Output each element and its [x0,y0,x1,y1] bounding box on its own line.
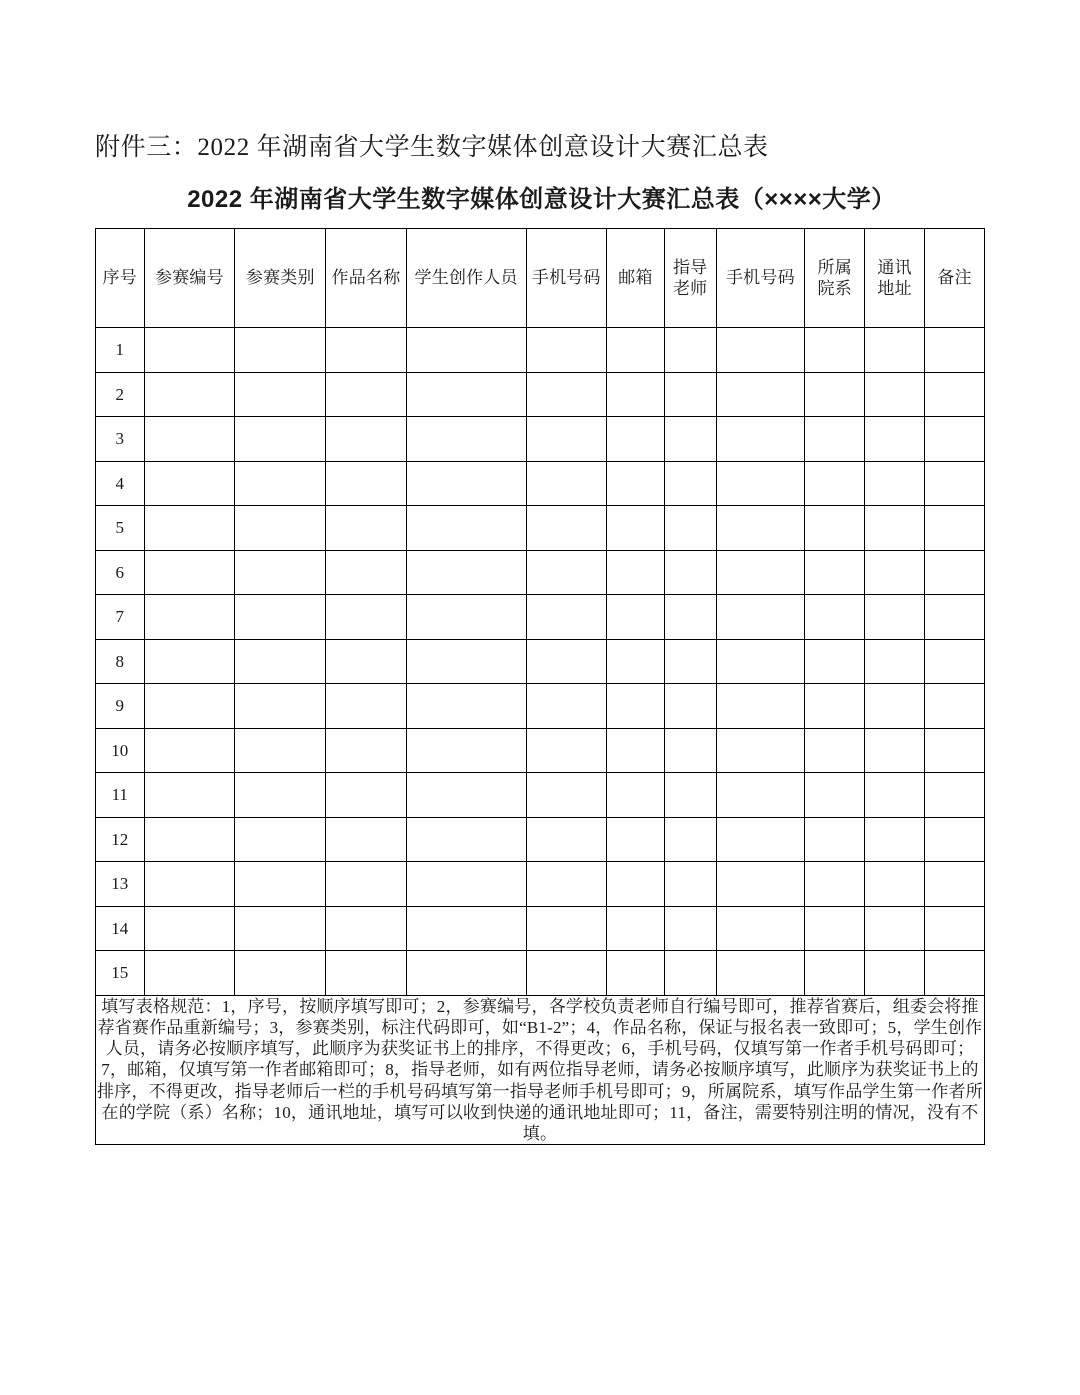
cell-work-title[interactable] [326,951,407,996]
cell-email[interactable] [607,417,665,462]
column-header-entry-number: 参赛编号 [144,229,235,328]
cell-work-title[interactable] [326,639,407,684]
cell-email[interactable] [607,951,665,996]
cell-category[interactable] [235,372,326,417]
cell-mailing-address[interactable] [865,506,925,551]
cell-mailing-address[interactable] [865,328,925,373]
column-header-email: 邮箱 [607,229,665,328]
cell-entry-number[interactable] [144,684,235,729]
table-row [96,506,985,551]
cell-department[interactable] [805,595,865,640]
cell-student-phone[interactable] [526,417,607,462]
cell-student-phone[interactable] [526,639,607,684]
cell-work-title[interactable] [326,728,407,773]
table-row [96,639,985,684]
cell-department[interactable] [805,328,865,373]
cell-advisor[interactable] [664,372,716,417]
cell-category[interactable] [235,773,326,818]
row-index: 7 [96,595,145,640]
cell-category[interactable] [235,728,326,773]
cell-email[interactable] [607,372,665,417]
cell-mailing-address[interactable] [865,461,925,506]
cell-department[interactable] [805,951,865,996]
advisor-line-1: 指导 [672,257,708,277]
cell-student-phone[interactable] [526,372,607,417]
cell-work-title[interactable] [326,328,407,373]
cell-email[interactable] [607,328,665,373]
cell-mailing-address[interactable] [865,862,925,907]
cell-entry-number[interactable] [144,328,235,373]
cell-student-phone[interactable] [526,506,607,551]
cell-entry-number[interactable] [144,461,235,506]
cell-mailing-address[interactable] [865,639,925,684]
cell-student-creators[interactable] [406,417,526,462]
cell-remarks[interactable] [925,639,985,684]
column-header-department [805,229,865,328]
cell-student-creators[interactable] [406,595,526,640]
cell-advisor[interactable] [664,684,716,729]
cell-advisor-phone[interactable] [716,639,805,684]
column-header-mailing-address [865,229,925,328]
cell-remarks[interactable] [925,906,985,951]
cell-mailing-address[interactable] [865,728,925,773]
table-row [96,372,985,417]
cell-email[interactable] [607,862,665,907]
cell-student-creators[interactable] [406,372,526,417]
cell-entry-number[interactable] [144,862,235,907]
cell-remarks[interactable] [925,550,985,595]
cell-email[interactable] [607,773,665,818]
row-index: 14 [96,906,145,951]
cell-advisor-phone[interactable] [716,595,805,640]
row-index: 9 [96,684,145,729]
row-index: 3 [96,417,145,462]
cell-advisor-phone[interactable] [716,461,805,506]
cell-student-creators[interactable] [406,550,526,595]
cell-advisor[interactable] [664,461,716,506]
cell-category[interactable] [235,550,326,595]
table-row [96,728,985,773]
column-header-student-phone: 手机号码 [526,229,607,328]
cell-remarks[interactable] [925,461,985,506]
cell-advisor[interactable] [664,862,716,907]
cell-category[interactable] [235,506,326,551]
cell-advisor-phone[interactable] [716,550,805,595]
summary-table [95,228,985,1145]
cell-category[interactable] [235,461,326,506]
table-row [96,595,985,640]
cell-category[interactable] [235,639,326,684]
cell-advisor[interactable] [664,417,716,462]
cell-remarks[interactable] [925,728,985,773]
cell-advisor-phone[interactable] [716,817,805,862]
cell-mailing-address[interactable] [865,595,925,640]
advisor-line-2: 老师 [672,279,708,298]
cell-department[interactable] [805,550,865,595]
cell-student-phone[interactable] [526,328,607,373]
cell-category[interactable] [235,817,326,862]
table-row [96,906,985,951]
cell-department[interactable] [805,417,865,462]
cell-remarks[interactable] [925,773,985,818]
cell-entry-number[interactable] [144,595,235,640]
cell-advisor-phone[interactable] [716,773,805,818]
cell-mailing-address[interactable] [865,817,925,862]
cell-student-creators[interactable] [406,817,526,862]
column-header-work-title: 作品名称 [326,229,407,328]
cell-email[interactable] [607,506,665,551]
cell-email[interactable] [607,595,665,640]
row-index: 13 [96,862,145,907]
cell-department[interactable] [805,639,865,684]
cell-mailing-address[interactable] [865,550,925,595]
cell-student-phone[interactable] [526,906,607,951]
cell-category[interactable] [235,684,326,729]
cell-remarks[interactable] [925,595,985,640]
cell-email[interactable] [607,461,665,506]
cell-mailing-address[interactable] [865,684,925,729]
cell-email[interactable] [607,684,665,729]
cell-category[interactable] [235,951,326,996]
table-row [96,773,985,818]
cell-work-title[interactable] [326,461,407,506]
cell-advisor-phone[interactable] [716,328,805,373]
cell-email[interactable] [607,728,665,773]
cell-entry-number[interactable] [144,372,235,417]
cell-department[interactable] [805,461,865,506]
cell-work-title[interactable] [326,862,407,907]
cell-entry-number[interactable] [144,639,235,684]
cell-advisor[interactable] [664,906,716,951]
table-row [96,684,985,729]
cell-advisor-phone[interactable] [716,506,805,551]
row-index: 8 [96,639,145,684]
cell-work-title[interactable] [326,595,407,640]
table-header-row [96,229,985,328]
table-row [96,550,985,595]
row-index: 15 [96,951,145,996]
table-body [96,328,985,1145]
column-header-category: 参赛类别 [235,229,326,328]
cell-department[interactable] [805,506,865,551]
cell-advisor[interactable] [664,728,716,773]
cell-entry-number[interactable] [144,817,235,862]
column-header-remarks: 备注 [925,229,985,328]
cell-student-creators[interactable] [406,906,526,951]
cell-advisor[interactable] [664,328,716,373]
cell-student-phone[interactable] [526,862,607,907]
column-header-student-creators: 学生创作人员 [406,229,526,328]
cell-advisor-phone[interactable] [716,372,805,417]
cell-advisor[interactable] [664,817,716,862]
cell-student-phone[interactable] [526,550,607,595]
cell-student-creators[interactable] [406,773,526,818]
cell-remarks[interactable] [925,506,985,551]
cell-mailing-address[interactable] [865,906,925,951]
cell-remarks[interactable] [925,372,985,417]
cell-remarks[interactable] [925,862,985,907]
cell-advisor[interactable] [664,550,716,595]
cell-student-phone[interactable] [526,728,607,773]
row-index: 1 [96,328,145,373]
cell-advisor[interactable] [664,506,716,551]
cell-student-creators[interactable] [406,639,526,684]
row-index: 4 [96,461,145,506]
row-index: 6 [96,550,145,595]
cell-entry-number[interactable] [144,417,235,462]
cell-remarks[interactable] [925,817,985,862]
attachment-label: 附件三：2022 年湖南省大学生数字媒体创意设计大赛汇总表 [95,134,769,161]
cell-mailing-address[interactable] [865,951,925,996]
cell-email[interactable] [607,550,665,595]
table-row [96,417,985,462]
cell-advisor-phone[interactable] [716,951,805,996]
cell-student-phone[interactable] [526,595,607,640]
cell-work-title[interactable] [326,372,407,417]
cell-category[interactable] [235,328,326,373]
form-instructions [96,995,985,1145]
cell-advisor-phone[interactable] [716,862,805,907]
cell-advisor-phone[interactable] [716,684,805,729]
cell-category[interactable] [235,595,326,640]
row-index: 10 [96,728,145,773]
form-instructions-text: 填写表格规范：1，序号，按顺序填写即可；2，参赛编号，各学校负责老师自行编号即可，推荐省赛后，组委会将推荐省赛作品重新编号；3，参赛类别，标注代码即可，如“B1-2”；4，作品名称，保证与报名表一致即可；5，学生创作人员，请务必按顺序填写，此顺序为获奖证书上的排序，不得更改；6，手机号码，仅填写第一作者手机号码即可；7，邮箱，仅填写第一作者邮箱即可；8，指导老师，如有两位指导老师，请务必按顺序填写，此顺序为获奖证书上的排序，不得更改，指导老师后一栏的手机号码填写第一指导老师手机号即可；9，所属院系，填写作品学生第一作者所在的学院（系）名称；10，通讯地址，填写可以收到快递的通讯地址即可；11，备注，需要特别注明的情况，没有不填。 [97,996,983,1143]
cell-category[interactable] [235,417,326,462]
row-index: 12 [96,817,145,862]
cell-student-creators[interactable] [406,684,526,729]
cell-student-creators[interactable] [406,951,526,996]
column-header-advisor [664,229,716,328]
cell-email[interactable] [607,906,665,951]
cell-entry-number[interactable] [144,951,235,996]
cell-remarks[interactable] [925,684,985,729]
cell-remarks[interactable] [925,328,985,373]
cell-student-creators[interactable] [406,862,526,907]
cell-student-phone[interactable] [526,684,607,729]
cell-department[interactable] [805,862,865,907]
table-row [96,461,985,506]
cell-entry-number[interactable] [144,906,235,951]
cell-department[interactable] [805,372,865,417]
cell-entry-number[interactable] [144,550,235,595]
cell-mailing-address[interactable] [865,372,925,417]
cell-student-phone[interactable] [526,817,607,862]
cell-department[interactable] [805,684,865,729]
cell-student-creators[interactable] [406,506,526,551]
column-header-index: 序号 [96,229,145,328]
table-row [96,817,985,862]
notes-row [96,995,985,1145]
table-row [96,862,985,907]
cell-student-creators[interactable] [406,328,526,373]
cell-entry-number[interactable] [144,773,235,818]
cell-entry-number[interactable] [144,728,235,773]
cell-department[interactable] [805,728,865,773]
cell-work-title[interactable] [326,817,407,862]
department-line-2: 院系 [817,279,852,298]
cell-category[interactable] [235,862,326,907]
cell-work-title[interactable] [326,906,407,951]
column-header-advisor-phone: 手机号码 [716,229,805,328]
department-line-1: 所属 [817,257,852,277]
address-line-1: 通讯 [877,257,912,277]
cell-advisor-phone[interactable] [716,728,805,773]
cell-email[interactable] [607,817,665,862]
row-index: 2 [96,372,145,417]
cell-work-title[interactable] [326,550,407,595]
row-index: 11 [96,773,145,818]
cell-mailing-address[interactable] [865,773,925,818]
cell-work-title[interactable] [326,684,407,729]
table-row [96,951,985,996]
cell-department[interactable] [805,906,865,951]
cell-advisor[interactable] [664,595,716,640]
cell-work-title[interactable] [326,506,407,551]
cell-advisor-phone[interactable] [716,906,805,951]
cell-remarks[interactable] [925,417,985,462]
cell-category[interactable] [235,906,326,951]
cell-advisor[interactable] [664,639,716,684]
cell-student-creators[interactable] [406,461,526,506]
cell-student-phone[interactable] [526,461,607,506]
table-row [96,328,985,373]
cell-work-title[interactable] [326,417,407,462]
cell-advisor-phone[interactable] [716,417,805,462]
row-index: 5 [96,506,145,551]
cell-work-title[interactable] [326,773,407,818]
cell-entry-number[interactable] [144,506,235,551]
cell-student-phone[interactable] [526,773,607,818]
cell-advisor[interactable] [664,773,716,818]
cell-department[interactable] [805,817,865,862]
cell-student-phone[interactable] [526,951,607,996]
cell-email[interactable] [607,639,665,684]
cell-remarks[interactable] [925,951,985,996]
cell-mailing-address[interactable] [865,417,925,462]
cell-advisor[interactable] [664,951,716,996]
cell-department[interactable] [805,773,865,818]
page-title: 2022 年湖南省大学生数字媒体创意设计大赛汇总表（××××大学） [187,186,896,213]
cell-student-creators[interactable] [406,728,526,773]
address-line-2: 地址 [877,279,912,298]
